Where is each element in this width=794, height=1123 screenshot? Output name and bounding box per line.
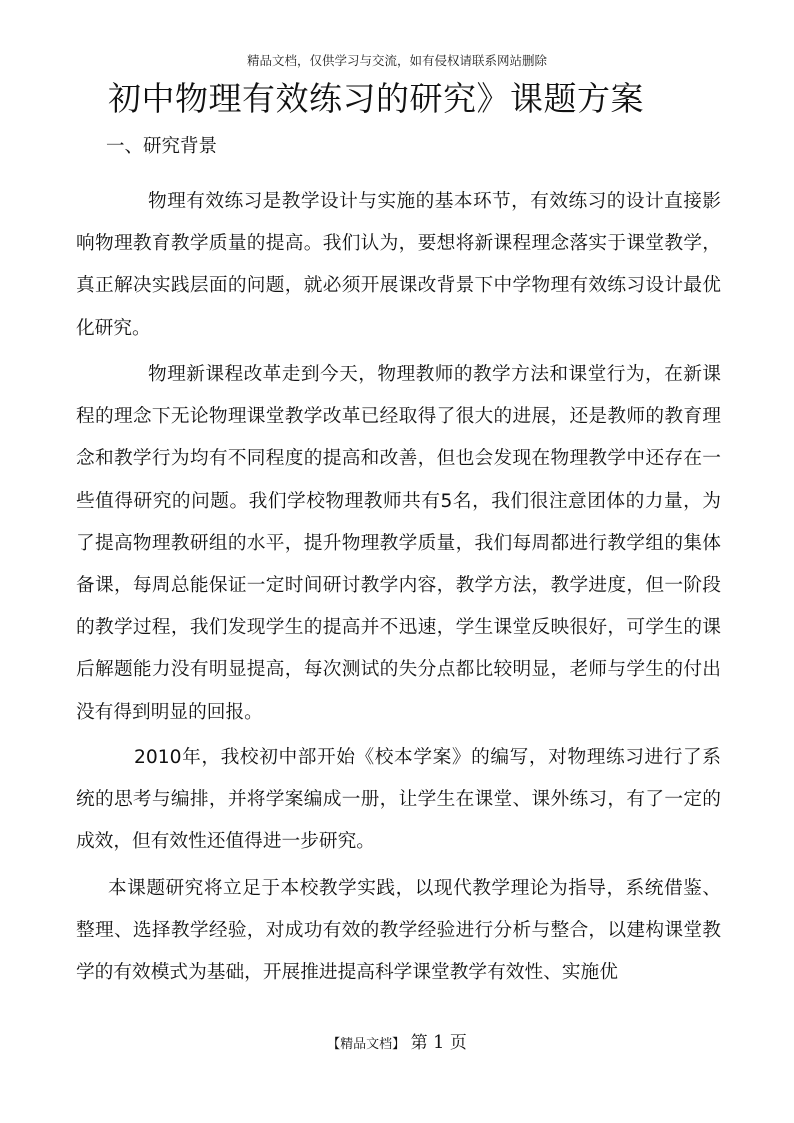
- footer-page-prefix: 第: [410, 1033, 428, 1053]
- page-number: 1: [432, 1032, 445, 1053]
- section-heading: 一、研究背景: [106, 136, 218, 157]
- document-title: 初中物理有效练习的研究》课题方案: [108, 79, 644, 118]
- page-footer: [0, 1029, 794, 1059]
- footer-page-suffix: 页: [449, 1033, 467, 1053]
- paragraph-1: 物理有效练习是教学设计与实施的基本环节，有效练习的设计直接影响物理教育教学质量的提高。我们认为，要想将新课程理念落实于课堂教学，真正解决实践层面的问题，就必须开展课改背景下中学物理有效练习设计最优化研究。: [76, 191, 721, 339]
- footer-tag: 【精品文档】: [327, 1037, 406, 1052]
- header-note: 精品文档，仅供学习与交流，如有侵权请联系网站删除: [246, 53, 547, 68]
- paragraph-4: 本课题研究将立足于本校教学实践，以现代教学理论为指导，系统借鉴、整理、选择教学经验，对成功有效的教学经验进行分析与整合，以建构课堂教学的有效模式为基础，开展推进提高科学课堂教学有效性、实施优: [76, 878, 721, 984]
- paragraph-3: 2010年，我校初中部开始《校本学案》的编写，对物理练习进行了系统的思考与编排，并将学案编成一册，让学生在课堂、课外练习，有了一定的成效，但有效性还值得进一步研究。: [76, 747, 721, 853]
- paragraph-2: 物理新课程改革走到今天，物理教师的教学方法和课堂行为，在新课程的理念下无论物理课堂教学改革已经取得了很大的进展，还是教师的教育理念和教学行为均有不同程度的提高和改善，但也会发现在物理教学中还存在一些值得研究的问题。我们学校物理教师共有5名，我们很注意团体的力量，为了提高物理教研组的水平，提升物理教学质量，我们每周都进行教学组的集体备课，每周总能保证一定时间研讨教学内容，教学方法，教学进度，但一阶段的教学过程，我们发现学生的提高并不迅速，学生课堂反映很好，可学生的课后解题能力没有明显提高，每次测试的失分点都比较明显，老师与学生的付出没有得到明显的回报。: [76, 364, 721, 723]
